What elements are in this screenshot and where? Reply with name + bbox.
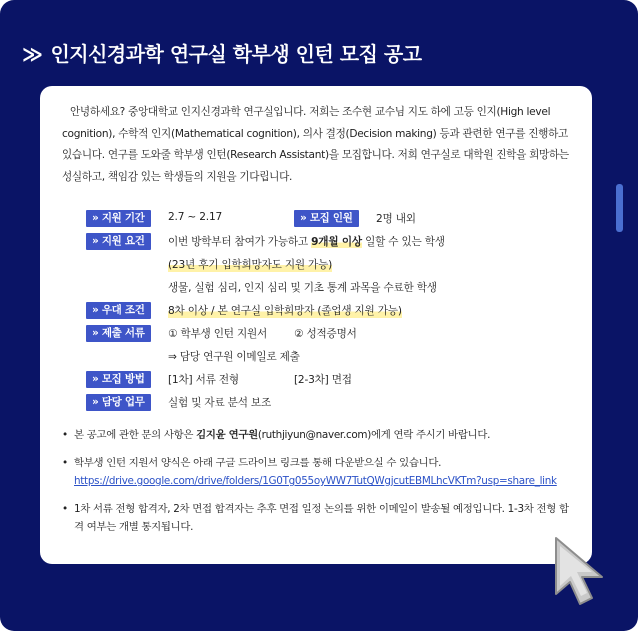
value-document-2: ② 성적증명서	[294, 328, 357, 340]
row-requirements-3	[86, 277, 576, 300]
chevron-icon: ≫	[22, 42, 43, 66]
label-requirements: » 지원 요건	[86, 233, 151, 250]
mouse-cursor-icon	[548, 532, 620, 612]
details-list	[86, 208, 576, 415]
note-contact: • 본 공고에 관한 문의 사항은 김지윤 연구원(ruthjiyun@naver.com)에게 연락 주시기 바랍니다.	[62, 426, 572, 444]
value-headcount: 2명 내외	[376, 213, 416, 225]
label-period: » 지원 기간	[86, 210, 151, 227]
value-duty: 실험 및 자료 분석 보조	[168, 397, 271, 409]
value-submit-method: ⇒ 담당 연구원 이메일로 제출	[168, 351, 300, 363]
page-title	[22, 38, 422, 67]
row-method	[86, 369, 576, 392]
announcement-card	[40, 86, 592, 564]
row-requirements	[86, 231, 576, 254]
value-method-step-2: [2-3차] 면접	[294, 374, 352, 386]
title-text: 인지신경과학 연구실 학부생 인턴 모집 공고	[50, 42, 422, 66]
label-method: » 모집 방법	[86, 371, 151, 388]
bullet-icon: •	[62, 457, 68, 469]
row-preferred	[86, 300, 576, 323]
value-requirement-1: 이번 방학부터 참여가 가능하고 9개월 이상 일할 수 있는 학생	[168, 236, 445, 248]
row-requirements-2	[86, 254, 576, 277]
row-documents	[86, 323, 576, 346]
value-preferred: 8차 이상 / 본 연구실 입학희망자 (졸업생 지원 가능)	[168, 305, 402, 317]
intro-paragraph: 안녕하세요? 중앙대학교 인지신경과학 연구실입니다. 저희는 조수현 교수님 지도 하에 고등 인지(High level cognition), 수학적 인지(Mathematical cognition), 의사 결정(Decision making) 등과 관련한 연구를 진행하고 있습니다. 연구를 도와줄 학부생 인턴(Research Assistant)을 모집합니다. 저희 연구실로 대학원 진학을 희망하는 성실하고, 책임감 있는 학생들의 지원을 기다립니다.	[62, 106, 569, 183]
row-duty	[86, 392, 576, 415]
label-documents: » 제출 서류	[86, 325, 151, 342]
value-requirement-3: 생물, 실험 심리, 인지 심리 및 기초 통계 과목을 수료한 학생	[168, 282, 437, 294]
value-document-1: ① 학부생 인턴 지원서	[168, 328, 268, 340]
bullet-icon: •	[62, 503, 68, 515]
label-headcount: » 모집 인원	[294, 210, 359, 227]
contact-name: 김지윤 연구원	[196, 429, 258, 441]
value-requirement-2: (23년 후기 입학희망자도 지원 가능)	[168, 259, 333, 271]
note-notification: • 1차 서류 전형 합격자, 2차 면접 합격자는 추후 면접 일정 논의를 위한 이메일이 발송될 예정입니다. 1-3차 전형 합격 여부는 개별 통지됩니다.	[62, 500, 572, 536]
row-period	[86, 208, 576, 231]
label-duty: » 담당 업무	[86, 394, 151, 411]
scrollbar[interactable]	[616, 108, 624, 548]
value-method-step-1: [1차] 서류 전형	[168, 374, 239, 386]
drive-link[interactable]: https://drive.google.com/drive/folders/1G0Tg055oyWW7TutQWgjcutEBMLhcVKTm?usp=share_link	[74, 475, 557, 487]
label-preferred: » 우대 조건	[86, 302, 151, 319]
value-period: 2.7 ~ 2.17	[168, 211, 223, 223]
scrollbar-thumb[interactable]	[616, 184, 623, 232]
notes-list	[62, 426, 572, 546]
row-documents-submit	[86, 346, 576, 369]
bullet-icon: •	[62, 429, 68, 441]
note-form: • 학부생 인턴 지원서 양식은 아래 구글 드라이브 링크를 통해 다운받으실 수 있습니다. https://drive.google.com/drive/folders/1G0Tg055oyWW7TutQWgjcutEBMLhcVKTm?usp=share_link	[62, 454, 572, 490]
